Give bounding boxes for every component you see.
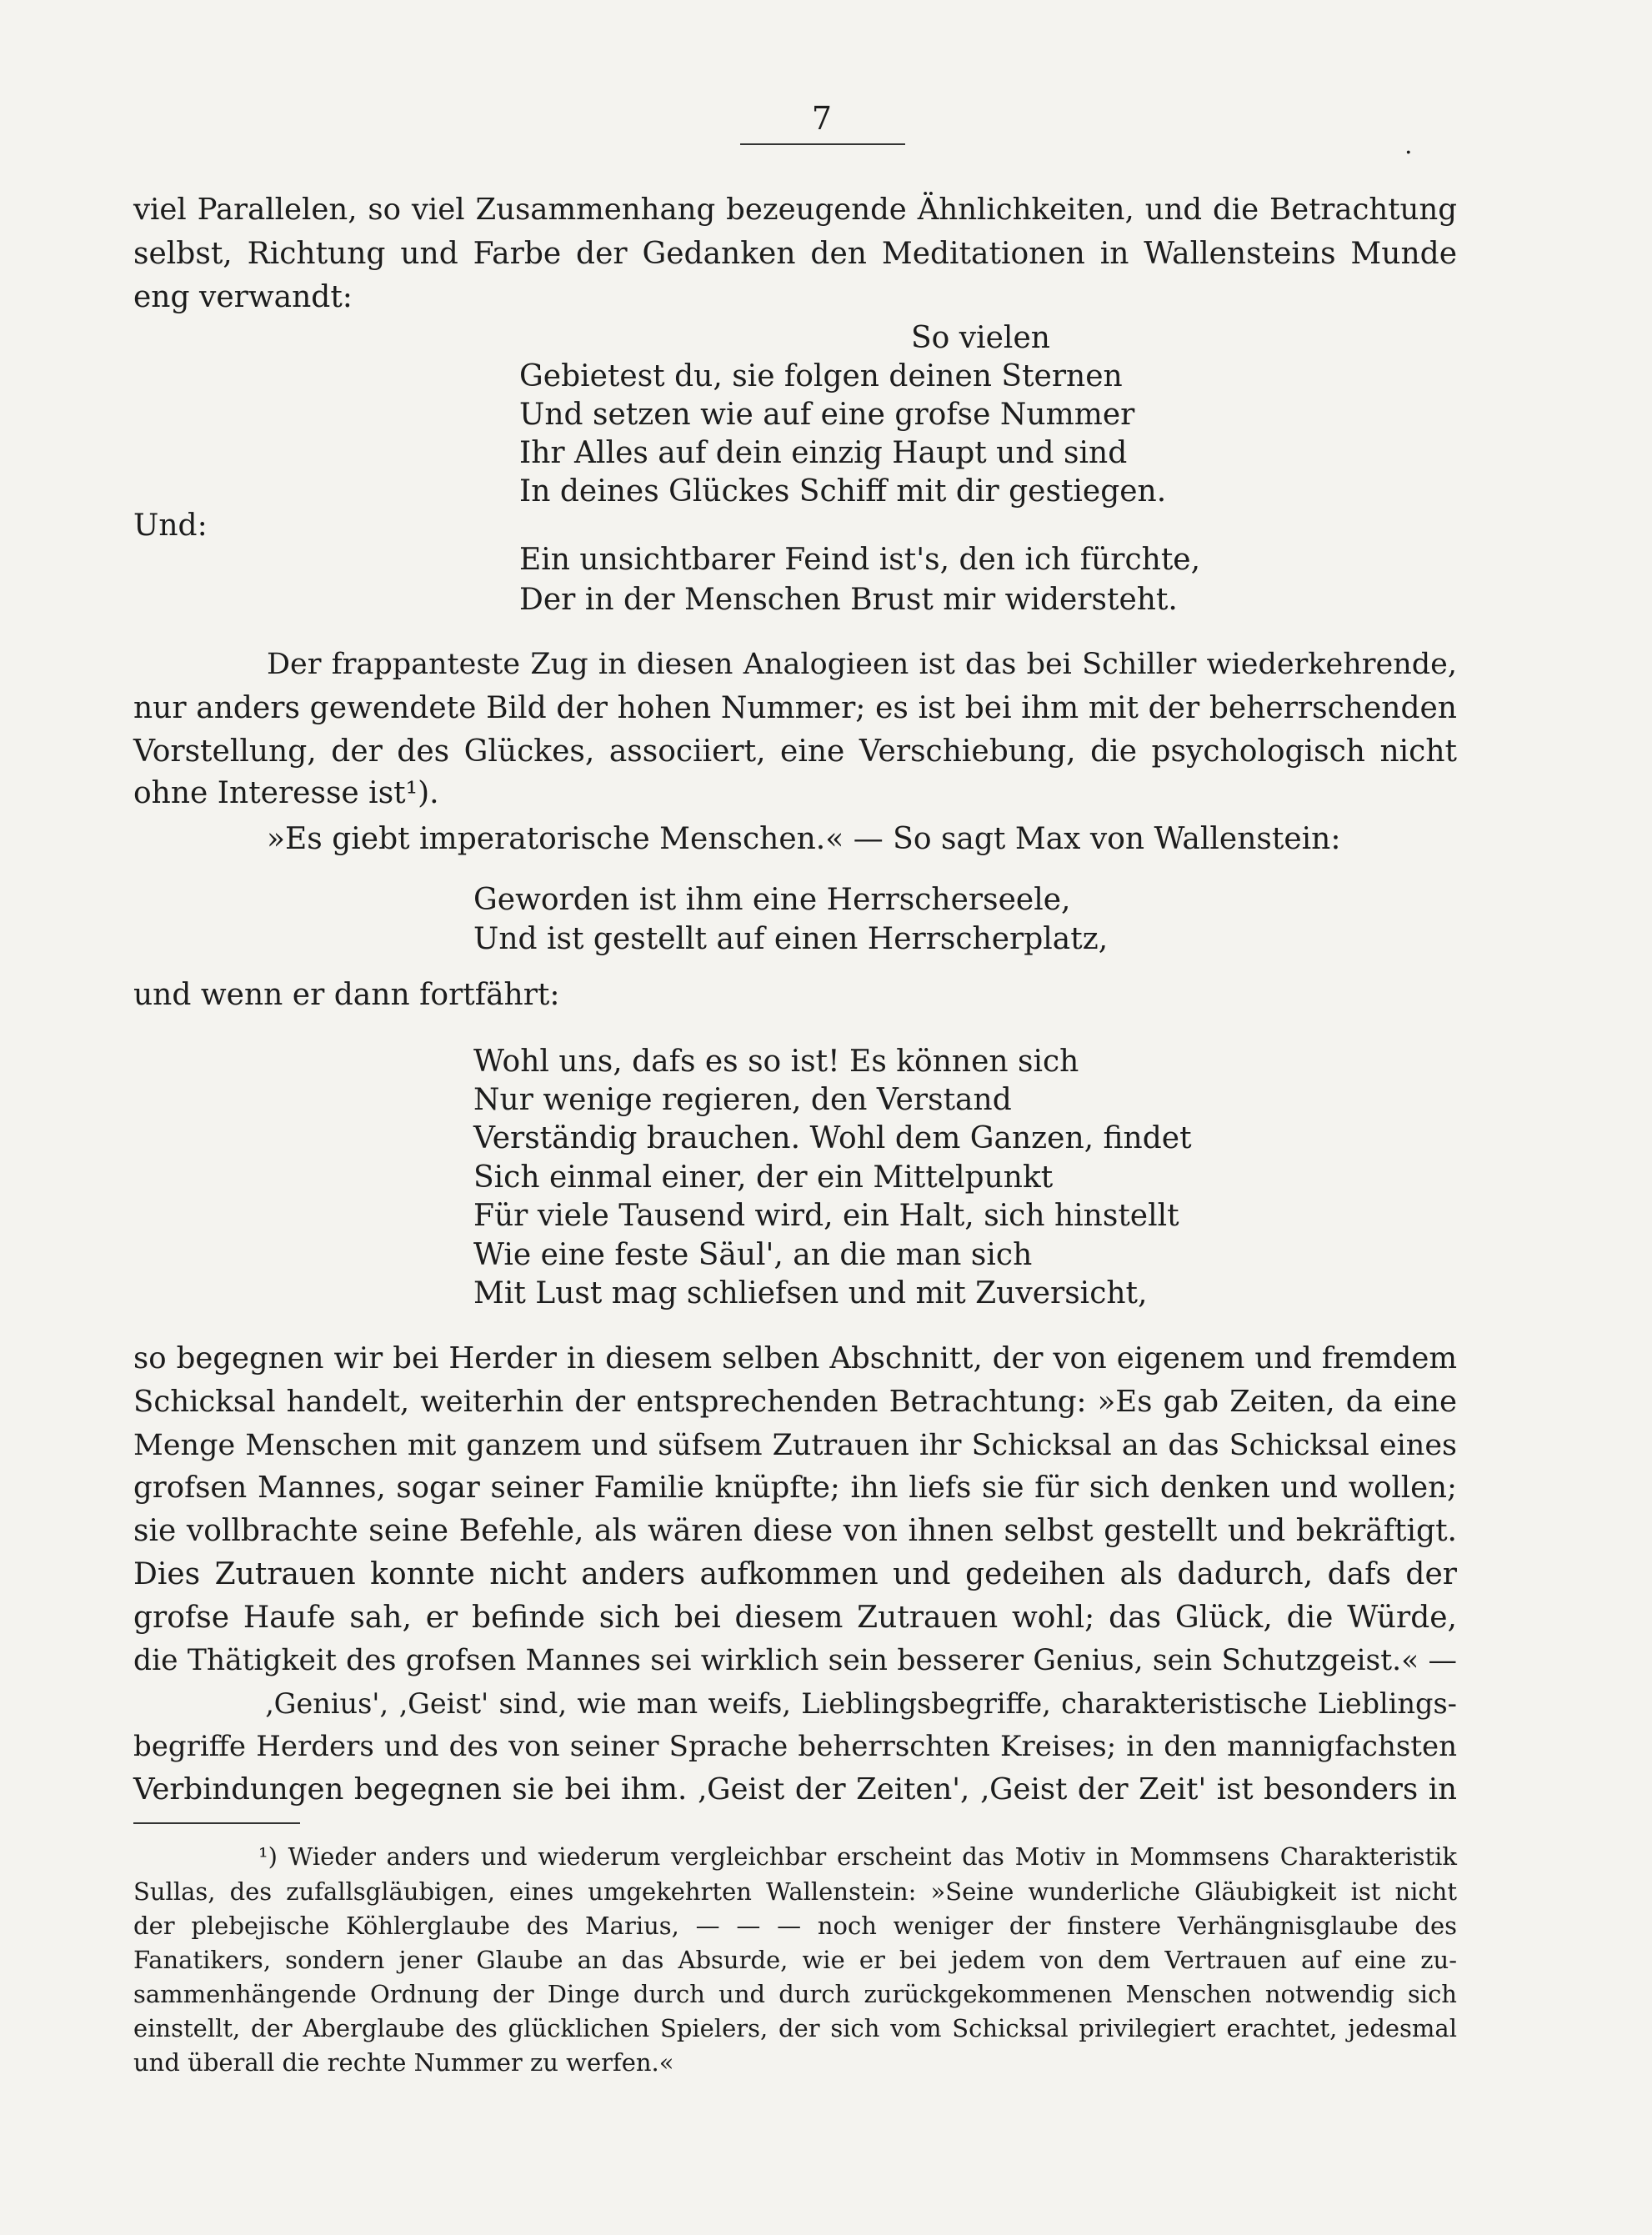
- body-line: sie vollbrachte seine Befehle, als wären diese von ihnen selbst gestellt und bekräftigt.: [133, 1514, 1457, 1548]
- body-line: grofsen Mannes, sogar seiner Familie knüpfte; ihn liefs sie für sich denken und wollen;: [133, 1471, 1457, 1505]
- body-line: Verbindungen begegnen sie bei ihm. ‚Geist der Zeiten', ‚Geist der Zeit' ist besonders in: [133, 1772, 1457, 1807]
- body-line: und wenn er dann fortfährt:: [133, 978, 560, 1012]
- verse-line: Ein unsichtbarer Feind ist's, den ich fürchte,: [519, 543, 1201, 577]
- verse-line: Wohl uns, dafs es so ist! Es können sich: [473, 1045, 1079, 1079]
- body-line: ‚Genius', ‚Geist' sind, wie man weifs, Lieblingsbegriffe, charakteristische Lieblings-: [265, 1687, 1457, 1720]
- body-line: Vorstellung, der des Glückes, associiert, eine Verschiebung, die psychologisch nicht: [133, 734, 1457, 769]
- verse-line: Gebietest du, sie folgen deinen Sternen: [519, 359, 1123, 393]
- body-line: ohne Interesse ist¹).: [133, 776, 439, 810]
- footnote-line: Sullas, des zufallsgläubigen, eines umgekehrten Wallenstein: »Seine wunderliche Gläubigkeit ist nicht: [133, 1877, 1457, 1906]
- verse-line: Sich einmal einer, der ein Mittelpunkt: [473, 1160, 1054, 1195]
- body-line: Schicksal handelt, weiterhin der entsprechenden Betrachtung: »Es gab Zeiten, da eine: [133, 1385, 1457, 1419]
- verse-line: In deines Glückes Schiff mit dir gestiegen.: [519, 474, 1167, 509]
- footnote-line: Fanatikers, sondern jener Glaube an das Absurde, wie er bei jedem von dem Vertrauen auf eine zu-: [133, 1946, 1457, 1974]
- body-line: nur anders gewendete Bild der hohen Nummer; es ist bei ihm mit der beherrschenden: [133, 691, 1457, 725]
- body-line: viel Parallelen, so viel Zusammenhang bezeugende Ähnlichkeiten, und die Betrachtung: [133, 193, 1457, 227]
- footnote-line: ¹) Wieder anders und wiederum vergleichbar erscheint das Motiv in Mommsens Charakteristik: [258, 1842, 1457, 1871]
- verse-line: Wie eine feste Säul', an die man sich: [473, 1238, 1033, 1272]
- header-rule: [740, 143, 905, 145]
- page-number: 7: [811, 100, 833, 137]
- body-line: selbst, Richtung und Farbe der Gedanken den Meditationen in Wallensteins Munde: [133, 237, 1457, 271]
- verse-line: Ihr Alles auf dein einzig Haupt und sind: [519, 436, 1128, 470]
- body-line: grofse Haufe sah, er befinde sich bei diesem Zutrauen wohl; das Glück, die Würde,: [133, 1601, 1457, 1635]
- verse-line: So vielen: [911, 321, 1050, 355]
- body-line: Dies Zutrauen konnte nicht anders aufkommen und gedeihen als dadurch, dafs der: [133, 1557, 1457, 1591]
- verse-line: Geworden ist ihm eine Herrscherseele,: [473, 883, 1071, 917]
- body-line: die Thätigkeit des grofsen Mannes sei wirklich sein besserer Genius, sein Schutzgeist.« —: [133, 1644, 1457, 1677]
- body-line: Der frappanteste Zug in diesen Analogieen ist das bei Schiller wiederkehrende,: [267, 648, 1457, 681]
- verse-line: Für viele Tausend wird, ein Halt, sich hinstellt: [473, 1199, 1179, 1233]
- verse-line: Und setzen wie auf eine grofse Nummer: [519, 398, 1135, 432]
- body-line: »Es giebt imperatorische Menschen.« — So sagt Max von Wallenstein:: [267, 822, 1341, 856]
- verse-line: Und ist gestellt auf einen Herrscherplatz,: [473, 922, 1109, 956]
- footnote-rule: [133, 1822, 300, 1824]
- footnote-line: sammenhängende Ordnung der Dinge durch und durch zurückgekommenen Menschen notwendig sich: [133, 1980, 1457, 2008]
- und-label: Und:: [133, 509, 208, 543]
- body-line: Menge Menschen mit ganzem und süfsem Zutrauen ihr Schicksal an das Schicksal eines: [133, 1429, 1457, 1462]
- body-line: eng verwandt:: [133, 280, 353, 314]
- verse-line: Mit Lust mag schliefsen und mit Zuversicht,: [473, 1276, 1148, 1310]
- verse-line: Verständig brauchen. Wohl dem Ganzen, findet: [473, 1121, 1192, 1155]
- footnote-line: und überall die rechte Nummer zu werfen.«: [133, 2048, 674, 2077]
- footnote-line: einstellt, der Aberglaube des glücklichen Spielers, der sich vom Schicksal privilegiert erachtet, jedesmal: [133, 2014, 1457, 2042]
- stray-dot: .: [1404, 131, 1413, 160]
- verse-line: Nur wenige regieren, den Verstand: [473, 1083, 1012, 1117]
- body-line: begriffe Herders und des von seiner Sprache beherrschten Kreises; in den mannigfachsten: [133, 1730, 1457, 1763]
- body-line: so begegnen wir bei Herder in diesem selben Abschnitt, der von eigenem und fremdem: [133, 1341, 1457, 1376]
- verse-line: Der in der Menschen Brust mir widersteht.: [519, 583, 1178, 617]
- footnote-line: der plebejische Köhlerglaube des Marius, — — — noch weniger der finstere Verhängnisglaube des: [133, 1912, 1457, 1940]
